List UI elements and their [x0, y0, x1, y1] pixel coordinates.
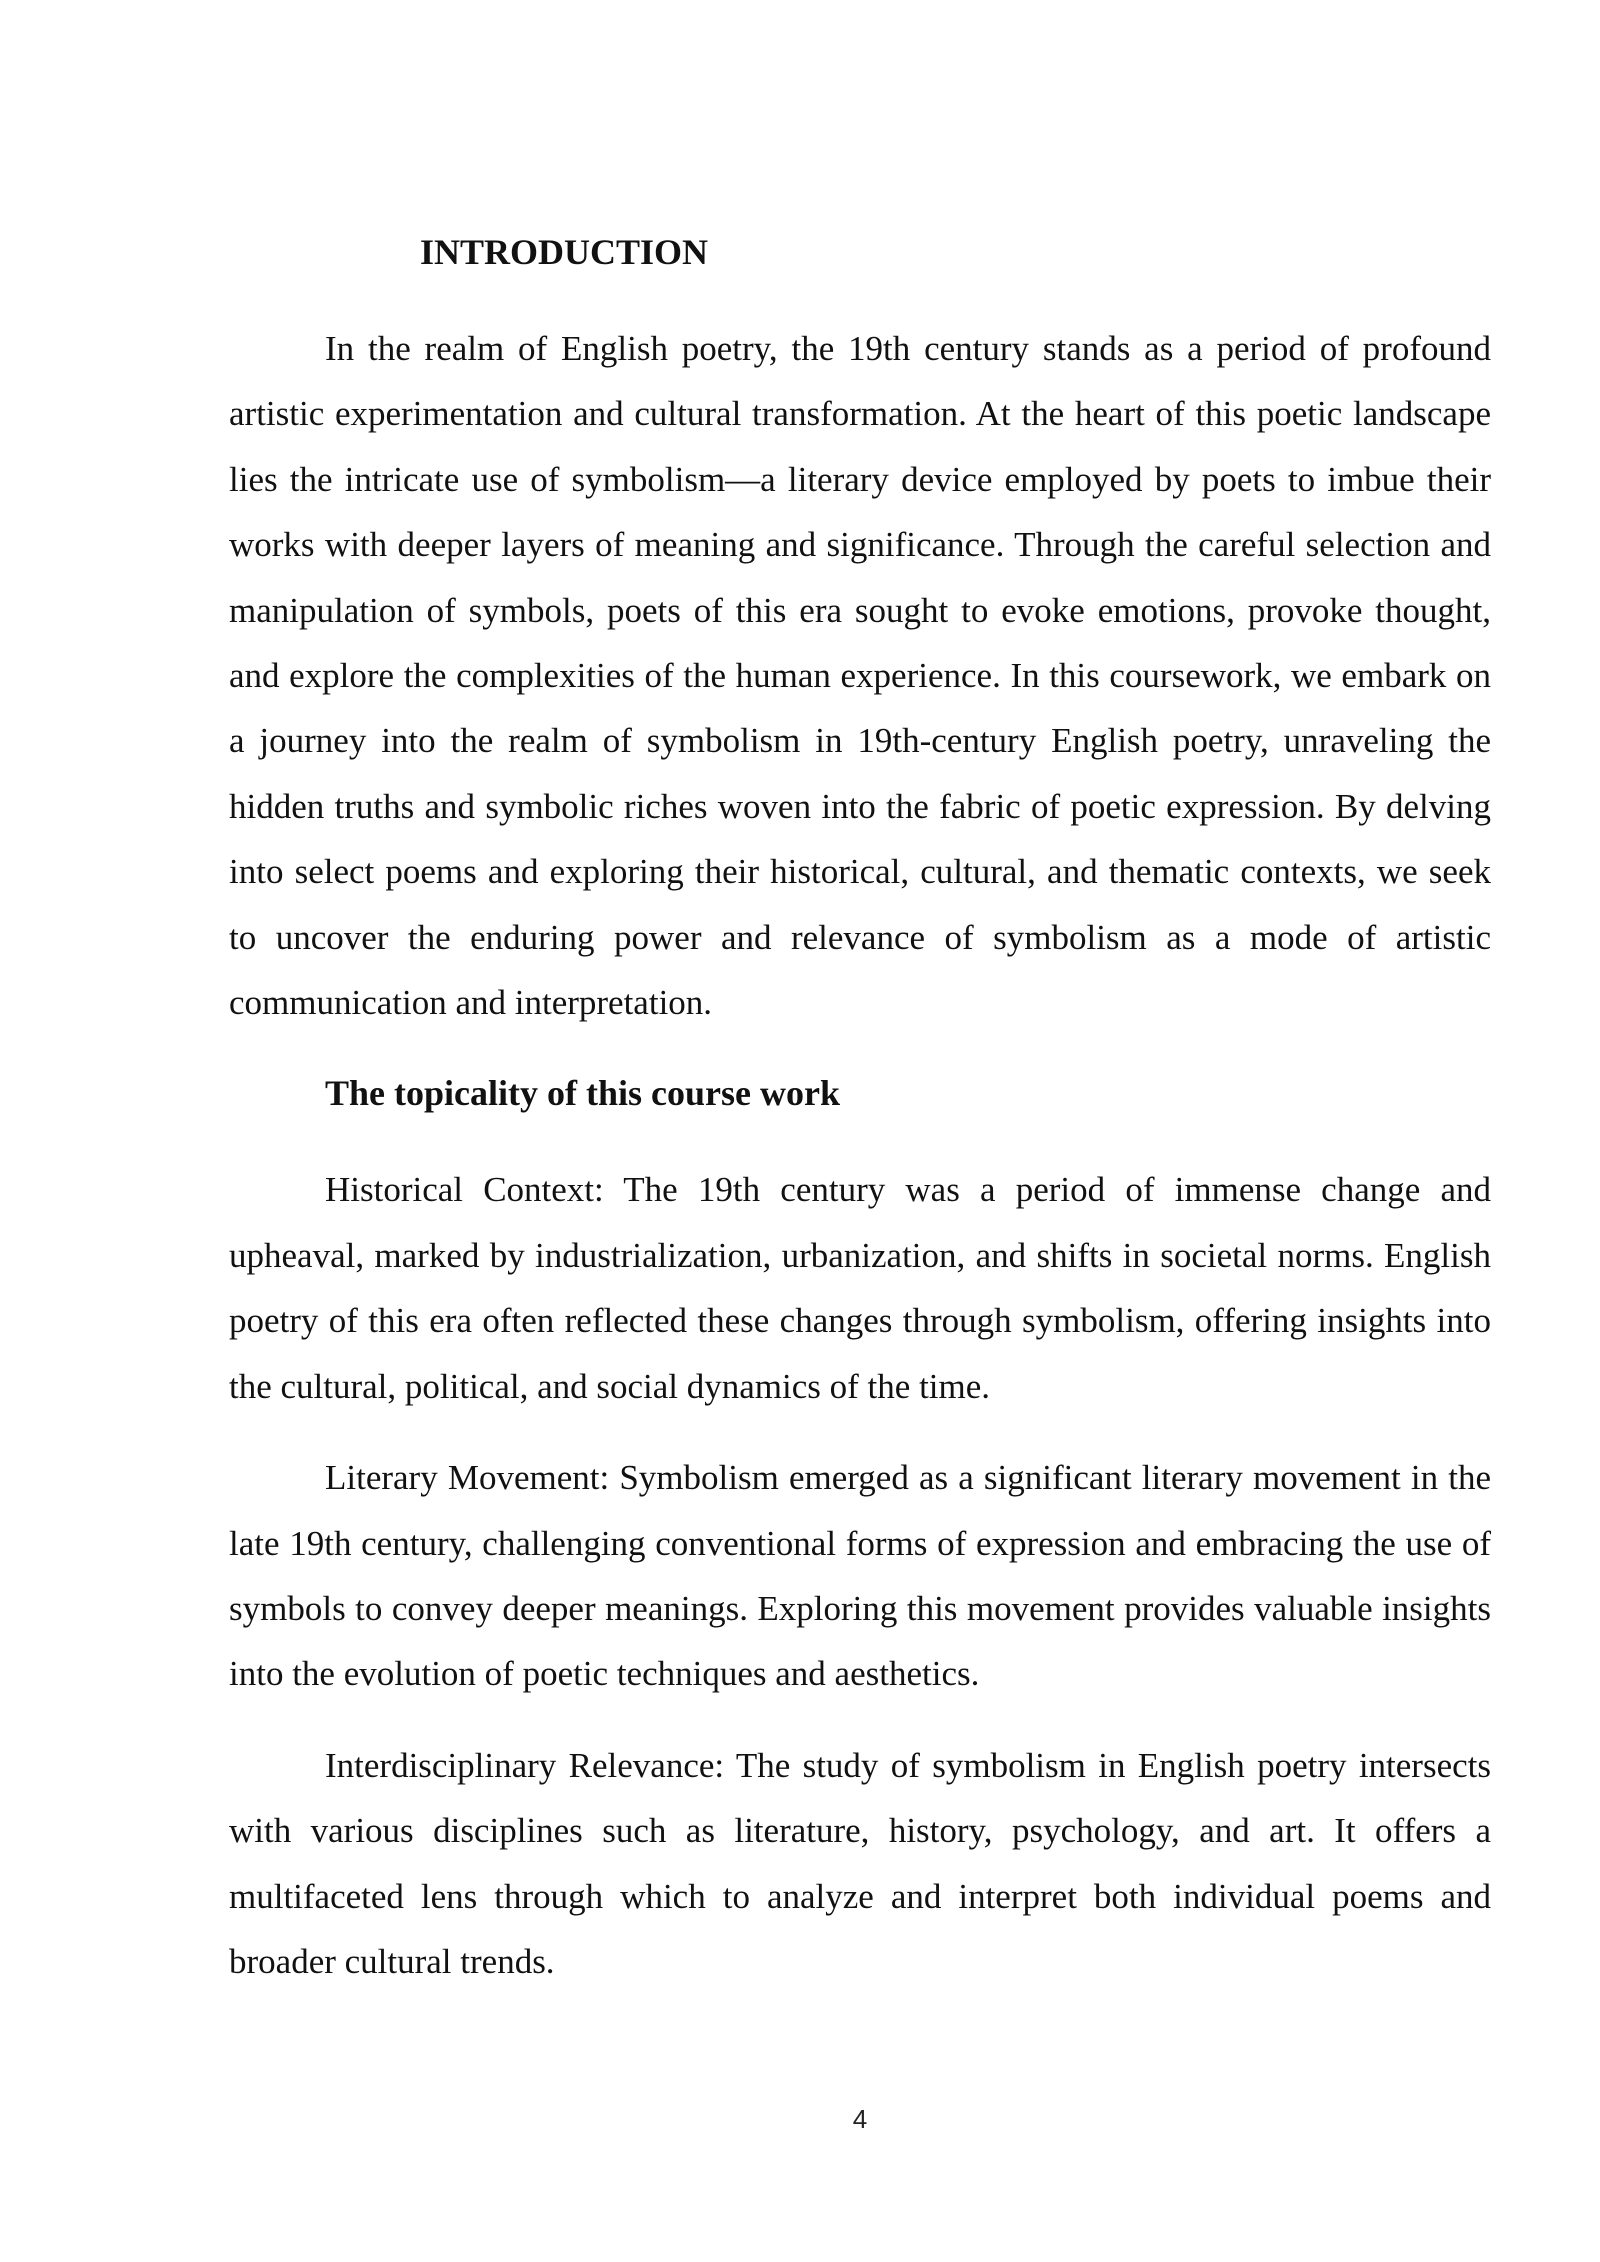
page-number: 4: [852, 2104, 868, 2134]
paragraph-literary-movement: Literary Movement: Symbolism emerged as a significant literary movement in the late 19th century, challenging conventional forms of expression and embracing the use of symbols to convey deeper meanings. Exploring this movement provides valuable insights into the evolution of poetic techniques and aesthetics.: [229, 1458, 1491, 1694]
paragraph-historical-context: Historical Context: The 19th century was a period of immense change and upheaval, marked by industrialization, urbanization, and shifts in societal norms. English poetry of this era often reflected these changes through symbolism, offering insights into the cultural, political, and social dynamics of the time.: [229, 1170, 1491, 1406]
page-content: [229, 224, 1491, 2020]
section-heading-introduction: INTRODUCTION: [420, 232, 709, 272]
subheading-topicality: The topicality of this course work: [325, 1073, 840, 1114]
intro-paragraph: In the realm of English poetry, the 19th century stands as a period of profound artistic experimentation and cultural transformation. At the heart of this poetic landscape lies the intricate use of symbolism—a literary device employed by poets to imbue their works with deeper layers of meaning and significance. Through the careful selection and manipulation of symbols, poets of this era sought to evoke emotions, provoke thought, and explore the complexities of the human experience. In this coursework, we embark on a journey into the realm of symbolism in 19th-century English poetry, unraveling the hidden truths and symbolic riches woven into the fabric of poetic expression. By delving into select poems and exploring their historical, cultural, and thematic contexts, we seek to uncover the enduring power and relevance of symbolism as a mode of artistic communication and interpretation.: [229, 329, 1491, 1023]
paragraph-interdisciplinary-relevance: Interdisciplinary Relevance: The study of symbolism in English poetry intersects with various disciplines such as literature, history, psychology, and art. It offers a multifaceted lens through which to analyze and interpret both individual poems and broader cultural trends.: [229, 1745, 1491, 1981]
